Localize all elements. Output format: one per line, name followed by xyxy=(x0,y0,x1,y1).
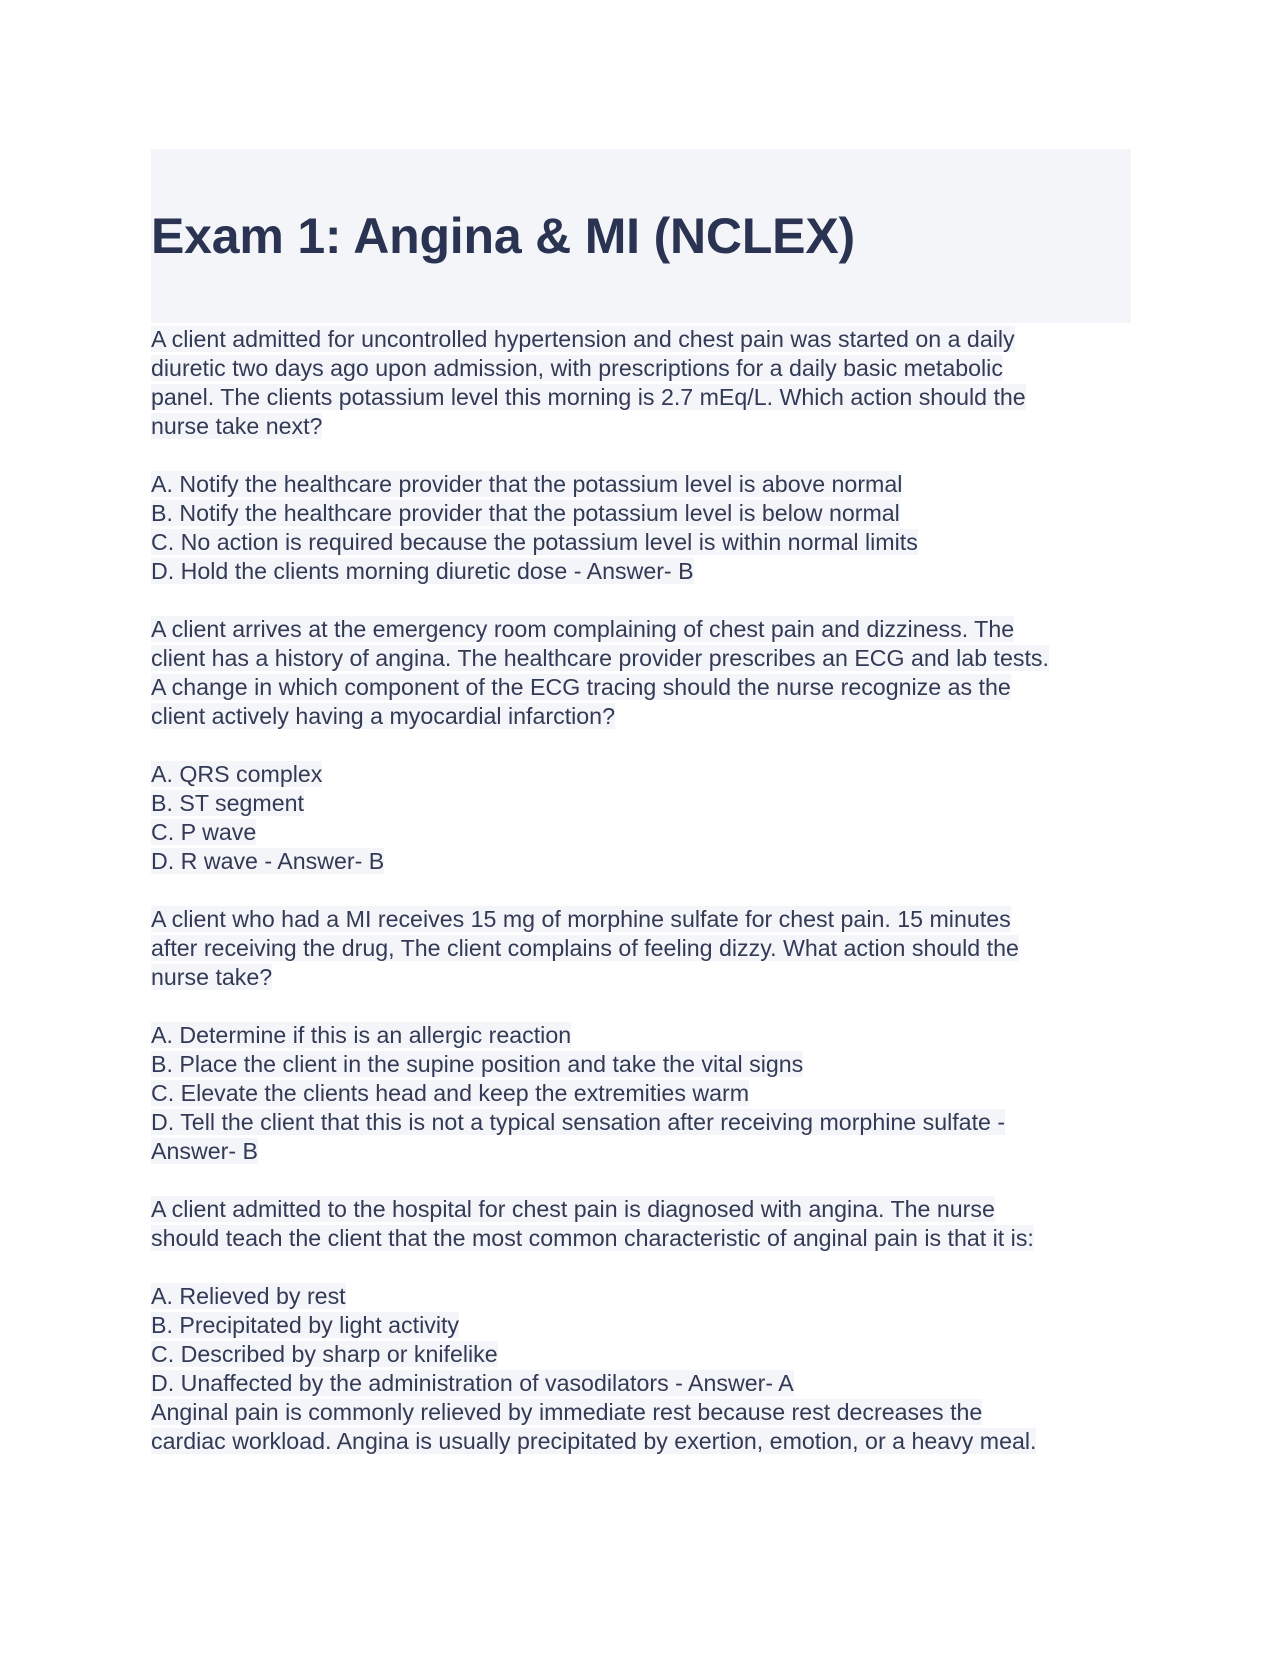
question-2-stem-line: A client arrives at the emergency room complaining of chest pain and dizziness. The xyxy=(151,616,1015,642)
question-1-options xyxy=(151,470,1131,586)
option-d-answer: D. R wave - Answer- B xyxy=(151,848,385,874)
rationale-line: cardiac workload. Angina is usually precipitated by exertion, emotion, or a heavy meal. xyxy=(151,1428,1037,1454)
question-3-stem-line: nurse take? xyxy=(151,964,273,990)
option-c: C. P wave xyxy=(151,819,257,845)
question-4-stem-line: should teach the client that the most common characteristic of anginal pain is that it is: xyxy=(151,1225,1034,1251)
option-b: B. Notify the healthcare provider that the potassium level is below normal xyxy=(151,500,900,526)
question-1 xyxy=(151,325,1131,441)
question-3-options xyxy=(151,1021,1131,1166)
option-d-answer: D. Unaffected by the administration of vasodilators - Answer- A xyxy=(151,1370,794,1396)
option-d-answer: D. Hold the clients morning diuretic dose - Answer- B xyxy=(151,558,694,584)
question-4-options xyxy=(151,1282,1131,1456)
question-2-stem-line: client actively having a myocardial infarction? xyxy=(151,703,615,729)
option-d: D. Tell the client that this is not a typical sensation after receiving morphine sulfate - xyxy=(151,1109,1006,1135)
question-3 xyxy=(151,905,1131,992)
question-2 xyxy=(151,615,1131,731)
option-a: A. QRS complex xyxy=(151,761,323,787)
option-a: A. Relieved by rest xyxy=(151,1283,346,1309)
rationale-line: Anginal pain is commonly relieved by immediate rest because rest decreases the xyxy=(151,1399,983,1425)
option-a: A. Notify the healthcare provider that the potassium level is above normal xyxy=(151,471,903,497)
answer-label: Answer- B xyxy=(151,1138,258,1164)
document-body xyxy=(151,325,1131,1456)
option-b: B. Place the client in the supine position and take the vital signs xyxy=(151,1051,804,1077)
option-c: C. No action is required because the potassium level is within normal limits xyxy=(151,529,918,555)
question-4 xyxy=(151,1195,1131,1253)
question-1-stem-line: diuretic two days ago upon admission, with prescriptions for a daily basic metabolic xyxy=(151,355,1003,381)
option-b: B. Precipitated by light activity xyxy=(151,1312,460,1338)
option-c: C. Elevate the clients head and keep the extremities warm xyxy=(151,1080,750,1106)
question-2-stem-line: A change in which component of the ECG tracing should the nurse recognize as the xyxy=(151,674,1011,700)
question-1-stem-line: panel. The clients potassium level this morning is 2.7 mEq/L. Which action should the xyxy=(151,384,1026,410)
question-2-options xyxy=(151,760,1131,876)
question-3-stem-line: A client who had a MI receives 15 mg of morphine sulfate for chest pain. 15 minutes xyxy=(151,906,1011,932)
option-b: B. ST segment xyxy=(151,790,304,816)
question-3-stem-line: after receiving the drug, The client complains of feeling dizzy. What action should the xyxy=(151,935,1019,961)
question-4-stem-line: A client admitted to the hospital for chest pain is diagnosed with angina. The nurse xyxy=(151,1196,995,1222)
option-c: C. Described by sharp or knifelike xyxy=(151,1341,498,1367)
question-1-stem-line: A client admitted for uncontrolled hypertension and chest pain was started on a daily xyxy=(151,326,1015,352)
page-title: Exam 1: Angina & MI (NCLEX) xyxy=(151,208,855,264)
question-2-stem-line: client has a history of angina. The healthcare provider prescribes an ECG and lab tests. xyxy=(151,645,1049,671)
option-a: A. Determine if this is an allergic reaction xyxy=(151,1022,572,1048)
document-page xyxy=(151,149,1131,1456)
question-1-stem-line: nurse take next? xyxy=(151,413,323,439)
title-block xyxy=(151,149,1131,323)
